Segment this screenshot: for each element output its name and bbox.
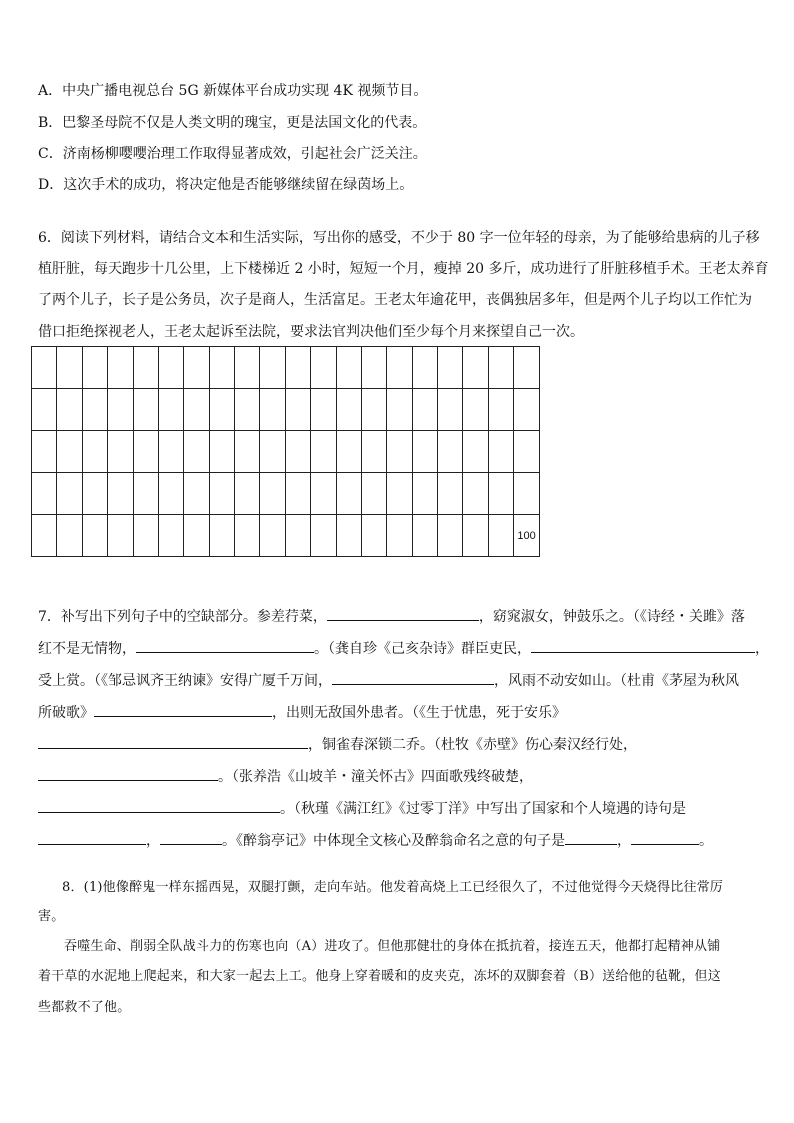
grid-cell[interactable] [209,347,234,389]
q6-text-line: 借口拒绝探视老人，王老太起诉至法院，要求法官判决他们至少每个月来探望自己一次。 [38,324,584,340]
grid-cell[interactable] [361,347,386,389]
grid-cell[interactable] [336,473,361,515]
grid-cell[interactable] [336,515,361,557]
grid-cell[interactable] [108,389,133,431]
grid-cell[interactable] [412,515,437,557]
grid-cell[interactable] [184,515,209,557]
q5-option-a: A．中央广播电视总台 5G 新媒体平台成功实现 4K 视频节目。 [38,83,428,99]
grid-cell[interactable] [133,431,158,473]
grid-cell[interactable] [463,347,488,389]
grid-cell[interactable] [57,515,82,557]
grid-cell[interactable] [311,431,336,473]
grid-cell[interactable] [438,515,463,557]
grid-cell[interactable] [488,473,513,515]
grid-cell[interactable] [82,515,107,557]
q6-text-line: 了两个儿子，长子是公务员，次子是商人，生活富足。王老太年逾花甲，丧偶独居多年，但是两个儿子均以工作忙为 [38,292,752,308]
grid-cell[interactable] [488,389,513,431]
grid-row [32,473,540,515]
grid-cell[interactable] [285,389,310,431]
grid-cell[interactable] [158,389,183,431]
q5-option-c: C．济南杨柳嘤嚶治理工作取得显著成效，引起社会广泛关注。 [38,146,427,162]
grid-cell[interactable] [361,389,386,431]
fill-blank[interactable] [38,796,280,813]
grid-cell[interactable] [209,473,234,515]
grid-cell[interactable] [336,389,361,431]
grid-cell[interactable] [158,515,183,557]
q6-text-line: 植肝脏，每天跑步十几公里，上下楼梯近 2 小时，短短一个月，瘦掉 20 多斤，成功进行了肝脏移植手术。王老太养育 [38,261,769,277]
grid-cell[interactable] [260,347,285,389]
q7-line-5 [38,732,637,755]
grid-row [32,389,540,431]
grid-cell[interactable] [311,473,336,515]
grid-cell[interactable] [184,389,209,431]
grid-cell[interactable] [158,473,183,515]
q7-text: 。（秋瑾《满江红》《过零丁洋》中写出了国家和个人境遇的诗句是 [280,801,686,817]
grid-cell[interactable] [438,347,463,389]
grid-cell[interactable] [57,347,82,389]
grid-cell[interactable] [438,431,463,473]
grid-cell[interactable] [336,431,361,473]
grid-cell[interactable] [361,473,386,515]
grid-cell[interactable] [82,347,107,389]
grid-cell[interactable] [336,347,361,389]
q7-line-7 [38,796,686,819]
q7-text: 。（龚自珍《己亥杂诗》群臣吏民， [314,641,531,657]
q7-text: ，风雨不动安如山。（杜甫《茅屋为秋风 [494,673,739,689]
q7-text: 。（张养浩《山坡羊・潼关怀古》四面歌残终破楚， [218,769,533,785]
grid-cell[interactable] [32,431,57,473]
grid-cell[interactable] [463,389,488,431]
grid-cell[interactable] [108,347,133,389]
fill-blank[interactable] [38,828,146,845]
grid-cell[interactable] [32,389,57,431]
q6-text-line: 6．阅读下列材料，请结合文本和生活实际，写出你的感受，不少于 80 字一位年轻的母亲，为了能够给患病的儿子移 [38,230,760,246]
q7-text: 受上赏。（《邹忌讽齐王纳谏》安得广厦千万间， [38,673,332,689]
fill-blank[interactable] [136,636,314,653]
grid-cell[interactable] [82,389,107,431]
grid-row [32,515,540,557]
grid-cell[interactable] [488,347,513,389]
fill-blank[interactable] [631,828,699,845]
grid-cell[interactable] [361,515,386,557]
grid-cell[interactable] [235,473,260,515]
q7-text: 。 [699,833,713,849]
q7-text: 所破歌》 [38,705,94,721]
grid-cell[interactable] [387,515,412,557]
grid-cell[interactable] [488,431,513,473]
grid-cell[interactable] [32,347,57,389]
grid-cell[interactable] [108,515,133,557]
grid-cell[interactable] [209,431,234,473]
grid-cell[interactable] [209,389,234,431]
grid-cell[interactable] [387,473,412,515]
grid-cell[interactable] [260,431,285,473]
grid-cell[interactable] [82,431,107,473]
grid-cell[interactable] [285,347,310,389]
grid-cell[interactable] [285,515,310,557]
grid-cell[interactable] [57,473,82,515]
q8-text-line: 着干草的水泥地上爬起来，和大家一起去上工。他身上穿着暖和的皮夹克，冻坏的双脚套着（B）送给他的毡靴，但这 [38,969,721,984]
grid-cell[interactable] [488,515,513,557]
grid-cell[interactable] [184,431,209,473]
grid-cell[interactable] [158,431,183,473]
grid-marker-100: 100 [514,515,540,557]
grid-row [32,431,540,473]
q7-line-6 [38,764,533,787]
grid-cell[interactable] [108,473,133,515]
fill-blank[interactable] [327,604,479,621]
grid-cell[interactable] [57,431,82,473]
q8-text-line: 害。 [38,909,65,924]
grid-cell[interactable] [463,515,488,557]
grid-cell[interactable] [235,347,260,389]
grid-cell[interactable] [285,431,310,473]
q7-text: ，铜雀春深锁二乔。（杜牧《赤壁》伤心秦汉经行处， [308,737,637,753]
grid-cell[interactable] [82,473,107,515]
fill-blank[interactable] [38,732,308,749]
grid-cell[interactable] [209,515,234,557]
fill-blank[interactable] [565,828,617,845]
grid-cell[interactable] [514,347,540,389]
fill-blank[interactable] [160,828,222,845]
grid-cell[interactable] [387,389,412,431]
grid-cell[interactable] [133,473,158,515]
grid-cell[interactable] [463,431,488,473]
grid-cell[interactable] [412,389,437,431]
q7-text: 7．补写出下列句子中的空缺部分。参差荇菜， [38,609,327,625]
q7-text: ，出则无敌国外患者。（《生于忧患，死于安乐》 [272,705,566,721]
grid-cell[interactable] [57,389,82,431]
grid-cell[interactable] [133,389,158,431]
grid-cell[interactable] [463,473,488,515]
grid-cell[interactable] [235,515,260,557]
q7-line-3 [38,668,739,691]
q7-text: 。《醉翁亭记》中体现全文核心及醉翁命名之意的句子是 [222,833,565,849]
q5-option-d: D．这次手术的成功，将决定他是否能够继续留在绿茵场上。 [38,177,414,193]
fill-blank[interactable] [38,764,218,781]
answer-grid [31,346,540,557]
grid-cell[interactable] [108,431,133,473]
grid-cell[interactable] [514,389,540,431]
grid-cell[interactable] [387,347,412,389]
q7-text: ，窈窕淑女，钟鼓乐之。（《诗经・关雎》落 [478,609,745,625]
grid-cell[interactable] [311,389,336,431]
grid-cell[interactable] [412,431,437,473]
grid-cell[interactable] [361,431,386,473]
grid-cell[interactable] [387,431,412,473]
fill-blank[interactable] [531,636,755,653]
q5-option-b: B．巴黎圣母院不仅是人类文明的瑰宝，更是法国文化的代表。 [38,115,427,131]
grid-cell[interactable] [285,473,310,515]
grid-cell[interactable] [260,473,285,515]
grid-cell[interactable] [158,347,183,389]
grid-cell[interactable] [438,389,463,431]
grid-cell[interactable] [32,473,57,515]
grid-cell[interactable] [438,473,463,515]
grid-cell[interactable] [260,515,285,557]
q7-line-8 [38,828,713,851]
grid-cell[interactable] [412,347,437,389]
grid-cell[interactable] [235,431,260,473]
q8-text-line: 吞噬生命、削弱全队战斗力的伤寒也向（A）进攻了。但他那健壮的身体在抵抗着，接连五天，他都打起精神从铺 [64,939,721,954]
grid-row [32,347,540,389]
grid-cell[interactable] [412,473,437,515]
q7-text: ， [617,833,631,849]
grid-cell[interactable] [184,347,209,389]
grid-cell[interactable] [311,515,336,557]
grid-cell[interactable] [235,389,260,431]
fill-blank[interactable] [332,668,494,685]
q7-line-2 [38,636,769,659]
grid-cell[interactable] [260,389,285,431]
q7-text: ， [146,833,160,849]
grid-cell[interactable] [133,515,158,557]
grid-cell[interactable] [133,347,158,389]
grid-cell[interactable] [311,347,336,389]
grid-cell[interactable] [514,431,540,473]
q7-line-4 [38,700,566,723]
q7-text: ， [755,641,769,657]
fill-blank[interactable] [94,700,272,717]
q7-text: 红不是无情物， [38,641,136,657]
q8-text-line: 些都救不了他。 [38,1000,131,1015]
grid-cell[interactable] [184,473,209,515]
q7-line-1 [38,604,745,627]
q8-text-line: 8．(1)他像醉鬼一样东摇西晃，双腿打颤，走向车站。他发着高烧上工已经很久了，不过他觉得今天烧得比往常厉 [62,880,724,895]
grid-cell[interactable] [514,473,540,515]
grid-cell[interactable] [32,515,57,557]
